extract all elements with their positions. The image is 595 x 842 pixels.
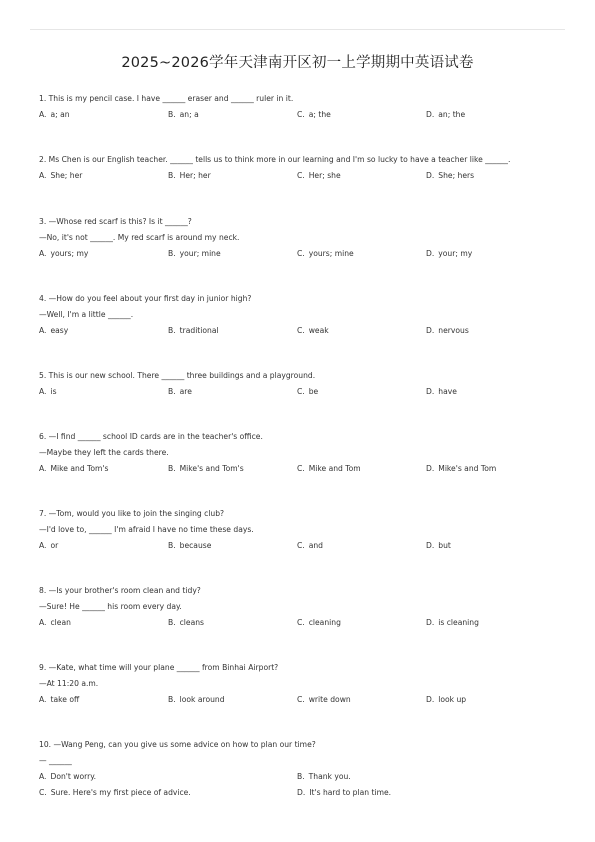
question-stem-line-2: —Well, I'm a little ______.: [39, 310, 134, 319]
question-8: [39, 583, 559, 631]
option-b[interactable]: B. look around: [168, 695, 225, 704]
option-a[interactable]: A. Don't worry.: [39, 772, 97, 781]
option-d[interactable]: D. She; hers: [426, 171, 475, 180]
option-c[interactable]: C. yours; mine: [297, 249, 354, 258]
options-row: [39, 692, 559, 708]
question-stem: 1. This is my pencil case. I have ______ eraser and ______ ruler in it.: [39, 94, 294, 103]
question-4: [39, 291, 559, 339]
option-a[interactable]: A. Mike and Tom's: [39, 464, 109, 473]
option-c[interactable]: C. cleaning: [297, 618, 341, 627]
question-stem: 2. Ms Chen is our English teacher. ______ tells us to think more in our learning and I'm so lucky to have a teacher like ______.: [39, 155, 511, 164]
question-stem-line-2: —No, it's not ______. My red scarf is around my neck.: [39, 233, 240, 242]
question-6: [39, 429, 559, 477]
options-row: [39, 538, 559, 554]
option-b[interactable]: B. are: [168, 387, 192, 396]
options-row: [39, 615, 559, 631]
option-b[interactable]: B. Mike's and Tom's: [168, 464, 244, 473]
options-row: [39, 168, 559, 184]
option-b[interactable]: B. because: [168, 541, 212, 550]
options-row: [39, 384, 559, 400]
option-d[interactable]: D. your; my: [426, 249, 473, 258]
question-stem: 7. —Tom, would you like to join the singing club?: [39, 509, 225, 518]
option-a[interactable]: A. take off: [39, 695, 80, 704]
question-9: [39, 660, 559, 708]
question-7: [39, 506, 559, 554]
option-c[interactable]: C. Her; she: [297, 171, 341, 180]
options-row: [39, 323, 559, 339]
header-divider: [30, 29, 565, 30]
question-stem: 9. —Kate, what time will your plane ______ from Binhai Airport?: [39, 663, 279, 672]
question-2: [39, 152, 559, 184]
option-b[interactable]: B. traditional: [168, 326, 219, 335]
question-stem-line-2: —Sure! He ______ his room every day.: [39, 602, 182, 611]
options-grid: [39, 769, 559, 801]
option-c[interactable]: C. Sure. Here's my first piece of advice.: [39, 788, 191, 797]
question-3: [39, 214, 559, 262]
question-5: [39, 368, 559, 400]
option-a[interactable]: A. yours; my: [39, 249, 89, 258]
option-c[interactable]: C. a; the: [297, 110, 331, 119]
question-stem: 3. —Whose red scarf is this? Is it ______?: [39, 217, 192, 226]
question-stem-line-2: —I'd love to, ______ I'm afraid I have no time these days.: [39, 525, 254, 534]
option-d[interactable]: D. Mike's and Tom: [426, 464, 497, 473]
options-row: [39, 107, 559, 123]
option-d[interactable]: D. have: [426, 387, 457, 396]
question-stem: 10. —Wang Peng, can you give us some advice on how to plan our time?: [39, 740, 316, 749]
option-b[interactable]: B. cleans: [168, 618, 205, 627]
option-b[interactable]: B. an; a: [168, 110, 199, 119]
option-d[interactable]: D. is cleaning: [426, 618, 479, 627]
option-c[interactable]: C. Mike and Tom: [297, 464, 361, 473]
page-title: 2025~2026学年天津南开区初一上学期期中英语试卷: [121, 55, 474, 71]
options-row: [39, 461, 559, 477]
option-a[interactable]: A. She; her: [39, 171, 83, 180]
question-stem: 8. —Is your brother's room clean and tidy?: [39, 586, 201, 595]
option-d[interactable]: D. look up: [426, 695, 467, 704]
option-b[interactable]: B. Her; her: [168, 171, 211, 180]
option-b[interactable]: B. Thank you.: [297, 772, 351, 781]
option-d[interactable]: D. but: [426, 541, 451, 550]
option-d[interactable]: D. nervous: [426, 326, 469, 335]
option-a[interactable]: A. clean: [39, 618, 71, 627]
question-stem-line-2: —At 11:20 a.m.: [39, 679, 99, 688]
question-stem-line-2: — ______: [39, 756, 72, 765]
option-d[interactable]: D. It's hard to plan time.: [297, 788, 392, 797]
options-row: [39, 246, 559, 262]
question-stem: 5. This is our new school. There ______ three buildings and a playground.: [39, 371, 316, 380]
option-a[interactable]: A. or: [39, 541, 59, 550]
question-1: [39, 91, 559, 123]
option-c[interactable]: C. weak: [297, 326, 329, 335]
option-a[interactable]: A. easy: [39, 326, 69, 335]
option-b[interactable]: B. your; mine: [168, 249, 221, 258]
option-a[interactable]: A. a; an: [39, 110, 70, 119]
question-stem: 4. —How do you feel about your first day in junior high?: [39, 294, 252, 303]
question-10: [39, 737, 559, 801]
question-stem-line-2: —Maybe they left the cards there.: [39, 448, 169, 457]
option-d[interactable]: D. an; the: [426, 110, 466, 119]
option-c[interactable]: C. write down: [297, 695, 351, 704]
option-a[interactable]: A. is: [39, 387, 57, 396]
option-c[interactable]: C. be: [297, 387, 319, 396]
option-c[interactable]: C. and: [297, 541, 324, 550]
question-stem: 6. —I find ______ school ID cards are in the teacher's office.: [39, 432, 263, 441]
